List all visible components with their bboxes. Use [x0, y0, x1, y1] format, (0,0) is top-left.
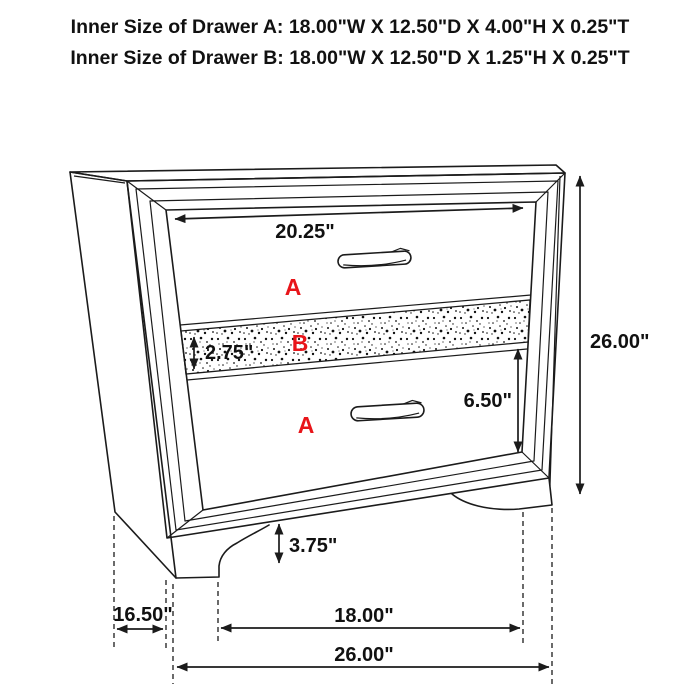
label-drawer-b: B — [291, 330, 309, 356]
dimension-annotations — [113, 176, 649, 667]
dim-text-foot-height: 3.75" — [289, 535, 338, 557]
dim-text-overall-height: 26.00" — [590, 331, 650, 353]
drawer-handle-top — [337, 248, 411, 268]
dim-text-side-depth: 16.50" — [113, 604, 173, 626]
drawer-handle-bottom — [350, 400, 424, 421]
dim-foot-height — [279, 524, 337, 563]
dim-side-depth — [113, 604, 173, 629]
label-drawer-a-bottom: A — [297, 412, 315, 438]
dim-overall-width — [177, 644, 549, 667]
dim-text-inner-width: 20.25" — [275, 221, 335, 243]
dim-overall-height — [580, 176, 650, 494]
dim-bottom-drawer-height — [464, 349, 518, 452]
title-block — [0, 12, 700, 74]
left-foot — [176, 525, 269, 578]
dim-text-middle-height: 2.75" — [205, 342, 254, 364]
dim-between-feet-width — [221, 605, 520, 628]
title-line-drawer-a: Inner Size of Drawer A: 18.00"W X 12.50"D X 4.00"H X 0.25"T — [70, 16, 630, 38]
dim-line-inner-width — [175, 208, 523, 219]
dim-text-overall-width: 26.00" — [334, 644, 394, 666]
label-drawer-a-top: A — [284, 274, 302, 300]
left-side-panel — [70, 172, 176, 578]
dim-text-bottom-drawer: 6.50" — [463, 390, 512, 412]
right-edge-line — [550, 176, 560, 486]
dim-inner-width-top — [175, 208, 523, 243]
dim-text-between-feet: 18.00" — [334, 605, 394, 627]
top-surface — [70, 165, 565, 181]
title-line-drawer-b: Inner Size of Drawer B: 18.00"W X 12.50"D X 1.25"H X 0.25"T — [70, 47, 630, 69]
